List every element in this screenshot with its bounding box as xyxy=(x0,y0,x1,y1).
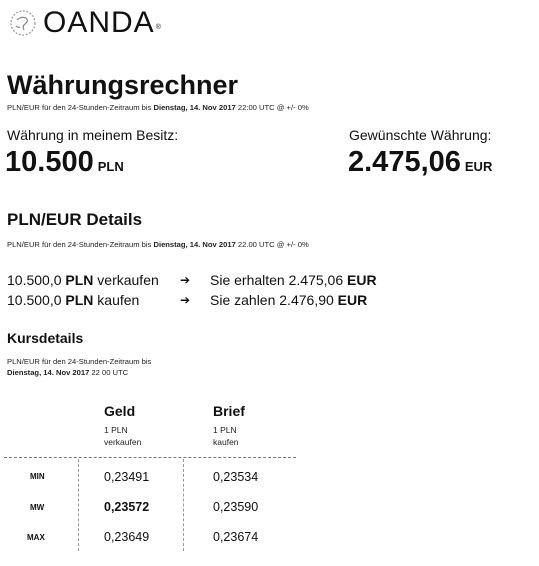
kurs-subtitle-date: Dienstag, 14. Nov 2017 xyxy=(7,368,90,377)
col-brief-sub xyxy=(213,424,239,448)
kurs-title: Kursdetails xyxy=(7,330,84,346)
buy-result-currency: EUR xyxy=(337,292,368,308)
details-title: PLN/EUR Details xyxy=(7,210,143,229)
col-brief-action: kaufen xyxy=(213,437,239,447)
row-label-max: MAX xyxy=(27,533,45,542)
buy-action: kaufen xyxy=(97,292,140,308)
want-currency-code: EUR xyxy=(464,159,493,174)
table-divider-mid xyxy=(183,459,184,551)
geld-mw-value: 0,23572 xyxy=(104,500,150,514)
page-title: Währungsrechner xyxy=(7,70,239,100)
sell-currency: PLN xyxy=(65,272,94,288)
table-divider-left xyxy=(78,459,79,551)
sell-result: Sie erhalten 2.475,06 xyxy=(210,272,344,288)
have-amount-field[interactable] xyxy=(5,146,124,179)
buy-amount: 10.500,0 xyxy=(7,292,62,308)
have-currency-code: PLN xyxy=(97,159,124,174)
have-currency-label: Währung in meinem Besitz: xyxy=(7,127,179,143)
details-subtitle-pre: PLN/EUR für den 24-Stunden-Zeitraum bis xyxy=(7,240,154,249)
want-amount: 2.475,06 xyxy=(348,146,461,178)
oanda-logo[interactable] xyxy=(8,6,161,40)
details-subtitle-post: 22.00 UTC @ +/- 0% xyxy=(235,240,309,249)
kurs-subtitle-post: 22 00 UTC xyxy=(89,368,129,377)
brand-name: OANDA xyxy=(43,6,155,39)
brand-registered-mark: ® xyxy=(155,23,161,31)
row-label-min: MIN xyxy=(30,472,45,481)
sell-row xyxy=(7,272,377,288)
arrow-right-icon: ➔ xyxy=(180,293,191,307)
kurs-subtitle-line1: PLN/EUR für den 24-Stunden-Zeitraum bis xyxy=(7,357,152,366)
page-subtitle xyxy=(7,103,309,112)
sell-action: verkaufen xyxy=(97,272,159,288)
geld-min-value: 0,23491 xyxy=(104,470,150,484)
table-header-divider xyxy=(4,457,296,458)
brief-min-value: 0,23534 xyxy=(213,470,259,484)
buy-currency: PLN xyxy=(65,292,94,308)
page-subtitle-post: 22:00 UTC @ +/- 0% xyxy=(235,103,309,112)
brief-mw-value: 0,23590 xyxy=(213,500,259,514)
page-subtitle-date: Dienstag, 14. Nov 2017 xyxy=(153,103,236,112)
brief-max-value: 0,23674 xyxy=(213,530,259,544)
buy-row xyxy=(7,292,367,308)
oanda-globe-icon xyxy=(8,8,38,38)
page-subtitle-pre: PLN/EUR für den 24-Stunden-Zeitraum bis xyxy=(7,103,154,112)
sell-amount: 10.500,0 xyxy=(7,272,62,288)
want-currency-label: Gewünschte Währung: xyxy=(349,127,492,143)
col-geld-title: Geld xyxy=(104,403,136,419)
kurs-subtitle xyxy=(7,356,151,378)
geld-max-value: 0,23649 xyxy=(104,530,150,544)
col-geld-action: verkaufen xyxy=(104,437,142,447)
want-amount-field[interactable] xyxy=(348,146,492,179)
buy-result: Sie zahlen 2.476,90 xyxy=(210,292,334,308)
sell-result-currency: EUR xyxy=(347,272,377,288)
details-subtitle-date: Dienstag, 14. Nov 2017 xyxy=(153,240,236,249)
col-brief-title: Brief xyxy=(213,403,245,419)
col-geld-unit: 1 PLN xyxy=(104,425,128,435)
have-amount: 10.500 xyxy=(5,146,94,178)
arrow-right-icon: ➔ xyxy=(180,273,191,287)
details-subtitle xyxy=(7,240,309,249)
col-brief-unit: 1 PLN xyxy=(213,425,237,435)
row-label-mw: MW xyxy=(30,503,45,512)
col-geld-sub xyxy=(104,424,141,448)
